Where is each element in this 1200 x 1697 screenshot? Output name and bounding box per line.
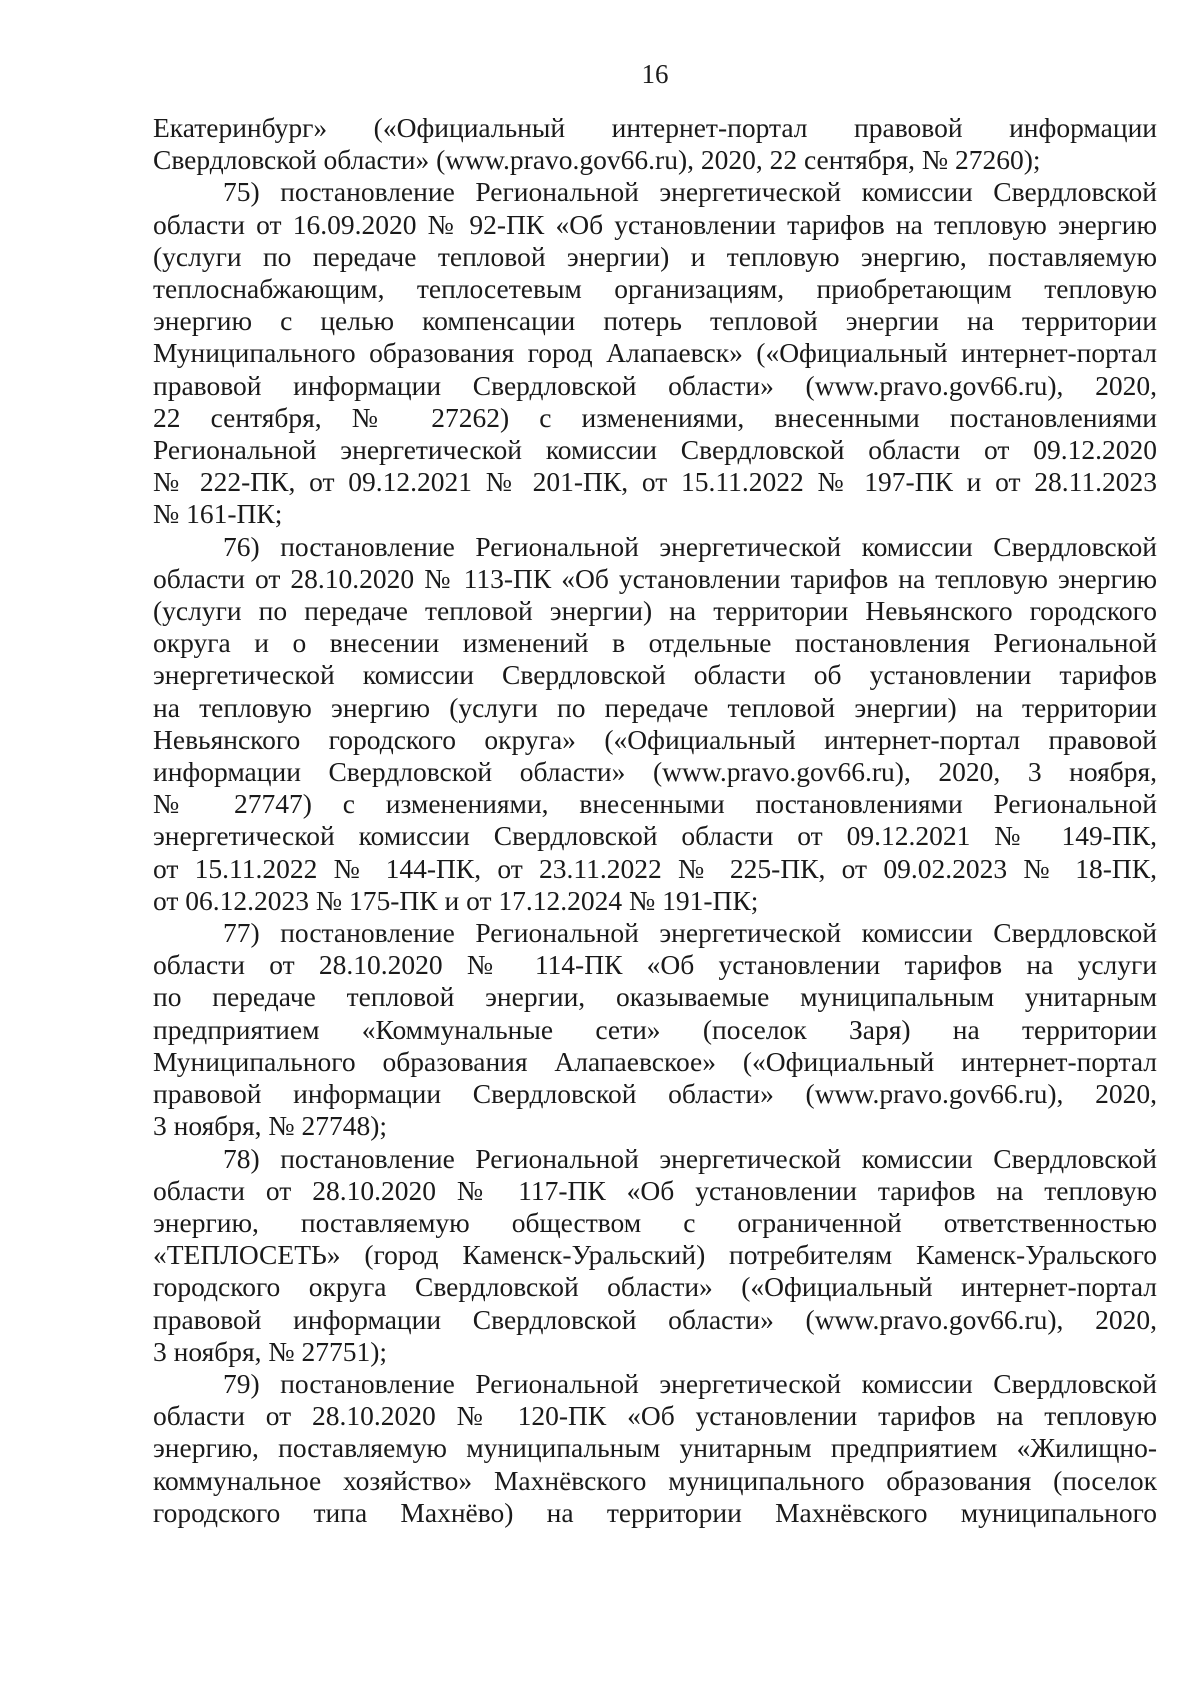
text-line: 3 ноября, № 27751); [153, 1335, 388, 1367]
text-line: энергию с целью компенсации потерь тепловой энергии на территории [153, 305, 1157, 337]
list-item-77 [153, 917, 1157, 1142]
text-line: области от 28.10.2020 № 120-ПК «Об установлении тарифов на тепловую [153, 1400, 1157, 1432]
text-line: округа и о внесении изменений в отдельные постановления Региональной [153, 627, 1157, 659]
text-line: № 161-ПК; [153, 498, 283, 530]
list-item-75 [153, 176, 1157, 530]
text-line: энергию, поставляемую муниципальным унитарным предприятием «Жилищно- [153, 1432, 1157, 1464]
text-line: «ТЕПЛОСЕТЬ» (город Каменск-Уральский) потребителям Каменск-Уральского [153, 1239, 1157, 1271]
text-line: городского типа Махнёво) на территории Махнёвского муниципального [153, 1496, 1157, 1528]
text-line: области от 28.10.2020 № 113-ПК «Об установлении тарифов на тепловую энергию [153, 562, 1157, 594]
text-line: правовой информации Свердловской области» (www.pravo.gov66.ru), 2020, [153, 1303, 1157, 1335]
list-item-78 [153, 1143, 1157, 1368]
text-line: 75) постановление Региональной энергетической комиссии Свердловской [223, 176, 1157, 208]
text-line: области от 28.10.2020 № 117-ПК «Об установлении тарифов на тепловую [153, 1174, 1157, 1206]
text-line: 3 ноября, № 27748); [153, 1110, 388, 1142]
text-line: городского округа Свердловской области» («Официальный интернет-портал [153, 1271, 1157, 1303]
text-line: от 06.12.2023 № 175-ПК и от 17.12.2024 № 191-ПК; [153, 884, 759, 916]
text-line: (услуги по передаче тепловой энергии) и тепловую энергию, поставляемую [153, 240, 1157, 272]
text-line: № 222-ПК, от 09.12.2021 № 201-ПК, от 15.11.2022 № 197-ПК и от 28.11.2023 [153, 466, 1157, 498]
text-line: правовой информации Свердловской области» (www.pravo.gov66.ru), 2020, [153, 1078, 1157, 1110]
text-line: Свердловской области» (www.pravo.gov66.ru), 2020, 22 сентября, № 27260); [153, 144, 1041, 176]
text-line: Муниципального образования Алапаевское» («Официальный интернет-портал [153, 1045, 1157, 1077]
text-line: от 15.11.2022 № 144-ПК, от 23.11.2022 № 225-ПК, от 09.02.2023 № 18-ПК, [153, 852, 1157, 884]
text-line: Региональной энергетической комиссии Свердловской области от 09.12.2020 [153, 434, 1157, 466]
text-line: Муниципального образования город Алапаевск» («Официальный интернет-портал [153, 337, 1157, 369]
list-item-76 [153, 531, 1157, 917]
list-item-79 [153, 1368, 1157, 1529]
text-line: предприятием «Коммунальные сети» (поселок Заря) на территории [153, 1013, 1157, 1045]
text-line: 76) постановление Региональной энергетической комиссии Свердловской [223, 530, 1157, 562]
text-line: информации Свердловской области» (www.pravo.gov66.ru), 2020, 3 ноября, [153, 756, 1157, 788]
text-line: Екатеринбург» («Официальный интернет-портал правовой информации [153, 112, 1157, 143]
text-line: 79) постановление Региональной энергетической комиссии Свердловской [223, 1367, 1157, 1399]
text-line: на тепловую энергию (услуги по передаче тепловой энергии) на территории [153, 691, 1157, 723]
text-line: энергетической комиссии Свердловской области от 09.12.2021 № 149-ПК, [153, 820, 1157, 852]
text-line: (услуги по передаче тепловой энергии) на территории Невьянского городского [153, 595, 1157, 627]
text-line: № 27747) с изменениями, внесенными постановлениями Региональной [153, 788, 1157, 820]
text-line: коммунальное хозяйство» Махнёвского муниципального образования (поселок [153, 1464, 1157, 1496]
document-body [153, 112, 1157, 1529]
text-line: 78) постановление Региональной энергетической комиссии Свердловской [223, 1142, 1157, 1174]
paragraph-continuation [153, 112, 1157, 176]
text-line: теплоснабжающим, теплосетевым организациям, приобретающим тепловую [153, 273, 1157, 305]
text-line: по передаче тепловой энергии, оказываемые муниципальным унитарным [153, 981, 1157, 1013]
text-line: области от 28.10.2020 № 114-ПК «Об установлении тарифов на услуги [153, 949, 1157, 981]
text-line: 22 сентября, № 27262) с изменениями, внесенными постановлениями [153, 401, 1157, 433]
text-line: 77) постановление Региональной энергетической комиссии Свердловской [223, 917, 1157, 949]
text-line: области от 16.09.2020 № 92-ПК «Об установлении тарифов на тепловую энергию [153, 208, 1157, 240]
text-line: энергетической комиссии Свердловской области об установлении тарифов [153, 659, 1157, 691]
text-line: правовой информации Свердловской области» (www.pravo.gov66.ru), 2020, [153, 369, 1157, 401]
page-number: 16 [641, 59, 669, 89]
text-line: Невьянского городского округа» («Официальный интернет-портал правовой [153, 723, 1157, 755]
text-line: энергию, поставляемую обществом с ограниченной ответственностью [153, 1206, 1157, 1238]
